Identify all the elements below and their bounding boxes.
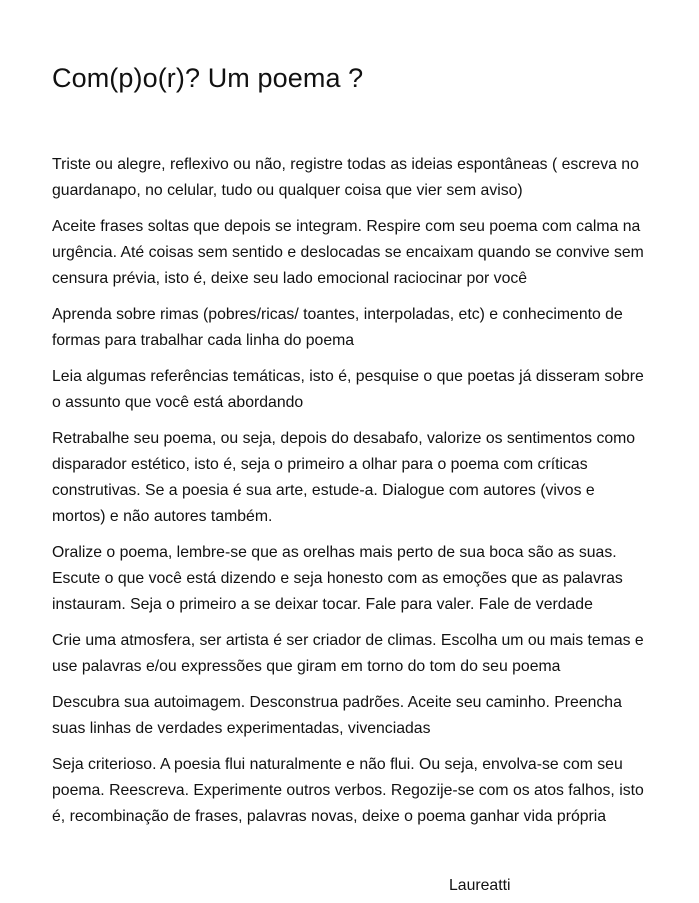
paragraph-line: é, recombinação de frases, palavras novas, deixe o poema ganhar vida própria — [52, 808, 607, 825]
paragraph-line: Aprenda sobre rimas (pobres/ricas/ toantes, interpoladas, etc) e conhecimento de — [52, 306, 623, 323]
paragraph-8 — [52, 690, 699, 742]
paragraph-line: use palavras e/ou expressões que giram em torno do tom do seu poema — [52, 658, 561, 675]
paragraph-9 — [52, 752, 699, 830]
paragraph-3 — [52, 302, 699, 354]
paragraph-line: Triste ou alegre, reflexivo ou não, registre todas as ideias espontâneas ( escreva no — [52, 156, 639, 173]
paragraph-line: poema. Reescreva. Experimente outros verbos. Regozije-se com os atos falhos, isto — [52, 782, 644, 799]
paragraph-6 — [52, 540, 699, 618]
author-signature: Laureatti — [449, 877, 511, 894]
paragraph-line: Seja criterioso. A poesia flui naturalmente e não flui. Ou seja, envolva-se com seu — [52, 756, 623, 773]
paragraph-line: urgência. Até coisas sem sentido e deslocadas se encaixam quando se convive sem — [52, 244, 644, 261]
document-body — [52, 152, 699, 840]
paragraph-line: construtivas. Se a poesia é sua arte, estude-a. Dialogue com autores (vivos e — [52, 482, 595, 499]
paragraph-line: Oralize o poema, lembre-se que as orelhas mais perto de sua boca são as suas. — [52, 544, 617, 561]
paragraph-line: Crie uma atmosfera, ser artista é ser criador de climas. Escolha um ou mais temas e — [52, 632, 644, 649]
paragraph-4 — [52, 364, 699, 416]
paragraph-line: suas linhas de verdades experimentadas, vivenciadas — [52, 720, 431, 737]
paragraph-7 — [52, 628, 699, 680]
paragraph-line: Escute o que você está dizendo e seja honesto com as emoções que as palavras — [52, 570, 623, 587]
paragraph-1 — [52, 152, 699, 204]
paragraph-5 — [52, 426, 699, 530]
paragraph-line: Leia algumas referências temáticas, isto é, pesquise o que poetas já disseram sobre — [52, 368, 644, 385]
paragraph-line: guardanapo, no celular, tudo ou qualquer coisa que vier sem aviso) — [52, 182, 523, 199]
document-title: Com(p)o(r)? Um poema ? — [52, 63, 364, 93]
paragraph-2 — [52, 214, 699, 292]
paragraph-line: o assunto que você está abordando — [52, 394, 304, 411]
paragraph-line: Aceite frases soltas que depois se integram. Respire com seu poema com calma na — [52, 218, 641, 235]
paragraph-line: censura prévia, isto é, deixe seu lado emocional raciocinar por você — [52, 270, 528, 287]
paragraph-line: mortos) e não autores também. — [52, 508, 273, 525]
paragraph-line: formas para trabalhar cada linha do poema — [52, 332, 355, 349]
paragraph-line: Retrabalhe seu poema, ou seja, depois do desabafo, valorize os sentimentos como — [52, 430, 636, 447]
paragraph-line: instauram. Seja o primeiro a se deixar tocar. Fale para valer. Fale de verdade — [52, 596, 593, 613]
paragraph-line: disparador estético, isto é, seja o primeiro a olhar para o poema com críticas — [52, 456, 588, 473]
paragraph-line: Descubra sua autoimagem. Desconstrua padrões. Aceite seu caminho. Preencha — [52, 694, 622, 711]
